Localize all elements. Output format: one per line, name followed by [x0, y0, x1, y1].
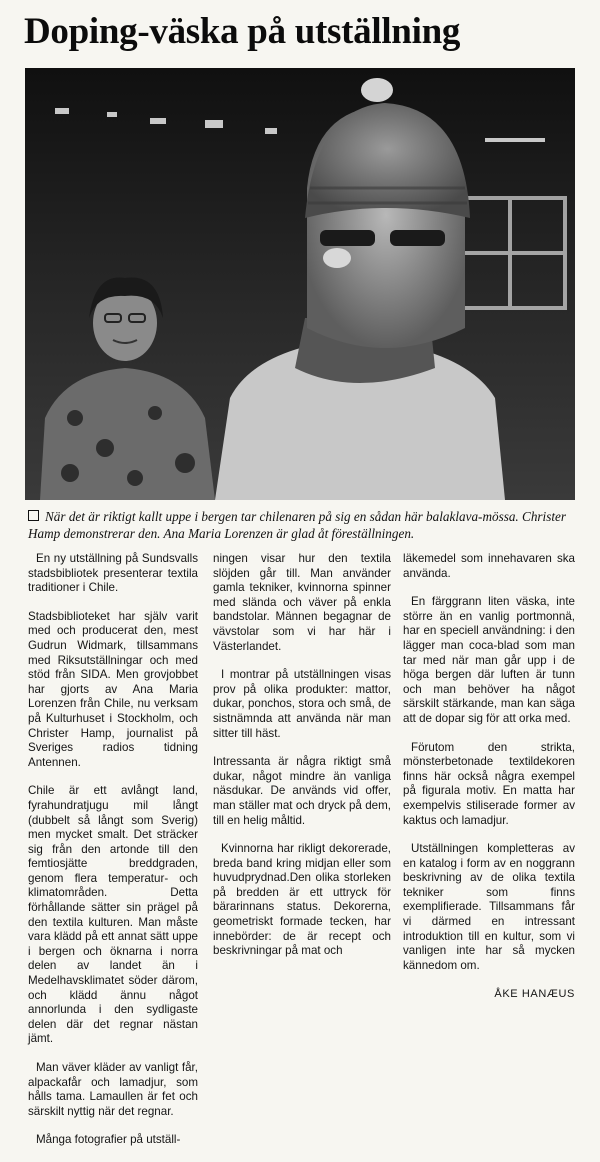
article-column-2: [213, 552, 391, 973]
paragraph: Intressanta är några riktigt små dukar, något mindre än vanliga näsdukar. De används vid offer, man ställer mat och dryck på dem, till en helig måltid.: [213, 755, 391, 827]
paragraph: Chile är ett avlångt land, fyrahundratjugu mil långt (dubbelt så långt som Sverig) men mycket smalt. Det sträcker sig från den artonde till den femtiosjätte breddgraden, genom flera temperatur- och klimatområden. Detta förhållande sätter sin prägel på den textila kulturen. Man måste vara klädd på ett annat sätt uppe i bergen och öknarna i norra delen av landet än i Medelhavsklimatet söder därom, och klädd ännu något annorlunda i den sydligaste delen där det regnar nästan jämt.: [28, 784, 198, 1046]
paragraph: ningen visar hur den textila slöjden går till. Man använder gamla tekniker, kvinnorna spinner med slända och väver på enkla bandstolar. Männen begagnar de vävstolar som vi har här i Västerlandet.: [213, 552, 391, 653]
headline: Doping-väska på utställning: [24, 11, 461, 52]
paragraph: Utställningen kompletteras av en katalog i form av en noggrann beskrivning av de olika textila tekniker som finns exemplifierade. Tillsammans får vi därmed en intressant introduktion till en kultur, som vi vanligen inte har så mycken kännedom om.: [403, 842, 575, 972]
article-column-3: [403, 552, 575, 1002]
byline: ÅKE HANÆUS: [494, 988, 575, 1001]
paragraph: I montrar på utställningen visas prov på olika produkter: mattor, dukar, ponchos, stora och små, de sistnämnda att använda när man sitter till häst.: [213, 668, 391, 740]
paragraph: En ny utställning på Sundsvalls stadsbibliotek presenterar textila traditioner i Chile.: [28, 552, 198, 595]
photo-image: [25, 68, 575, 500]
article-column-1: [28, 552, 198, 1162]
paragraph: Kvinnorna har rikligt dekorerade, breda band kring midjan eller som huvudprydnad.Den olika storleken på bredden är ett uttryck för bärarinnans status. Dekorerna, geometriskt formade tecken, har innebörder: de är recept och beskrivningar på mat och: [213, 842, 391, 958]
photo-caption: [28, 508, 576, 542]
caption-box-icon: [28, 510, 39, 521]
paragraph: Man väver kläder av vanligt får, alpackafår och lamadjur, som hålls tama. Lamaullen är fet och särskilt nyttig när det regnar.: [28, 1061, 198, 1118]
paragraph: läkemedel som innehavaren ska använda.: [403, 552, 575, 580]
paragraph: Stadsbiblioteket har själv varit med och producerat den, mest Gudrun Widmark, tillsammans med Riksutställningar och med stöd från SIDA. Men grovjobbet har gjorts av Ana Maria Lorenzen från Chile, nu verksam på Kulturhuset i Stockholm, och Christer Hamp, journalist på Sveriges radios tidning Antennen.: [28, 609, 198, 769]
caption-text: När det är riktigt kallt uppe i bergen tar chilenaren på sig en sådan här balaklava-mössa. Christer Hamp demonstrerar den. Ana Maria Lorenzen är glad åt föreställningen.: [28, 509, 566, 541]
paragraph: En färggrann liten väska, inte större än en vanlig portmonnä, har en speciell användning: i den lägger man coca-blad som man tar med när man går upp i de höga bergen där luften är tunn och man behöver ha något särskilt stärkande, man kan säga att de dopar sig för att orka med.: [403, 595, 575, 725]
paragraph: Förutom den strikta, mönsterbetonade textildekoren finns här också några exempel på figurala motiv. En matta har exempelvis stiliserade former av kaktus och lamadjur.: [403, 740, 575, 827]
paragraph: Många fotografier på utställ-: [36, 1133, 181, 1147]
article-photo: [25, 68, 575, 500]
